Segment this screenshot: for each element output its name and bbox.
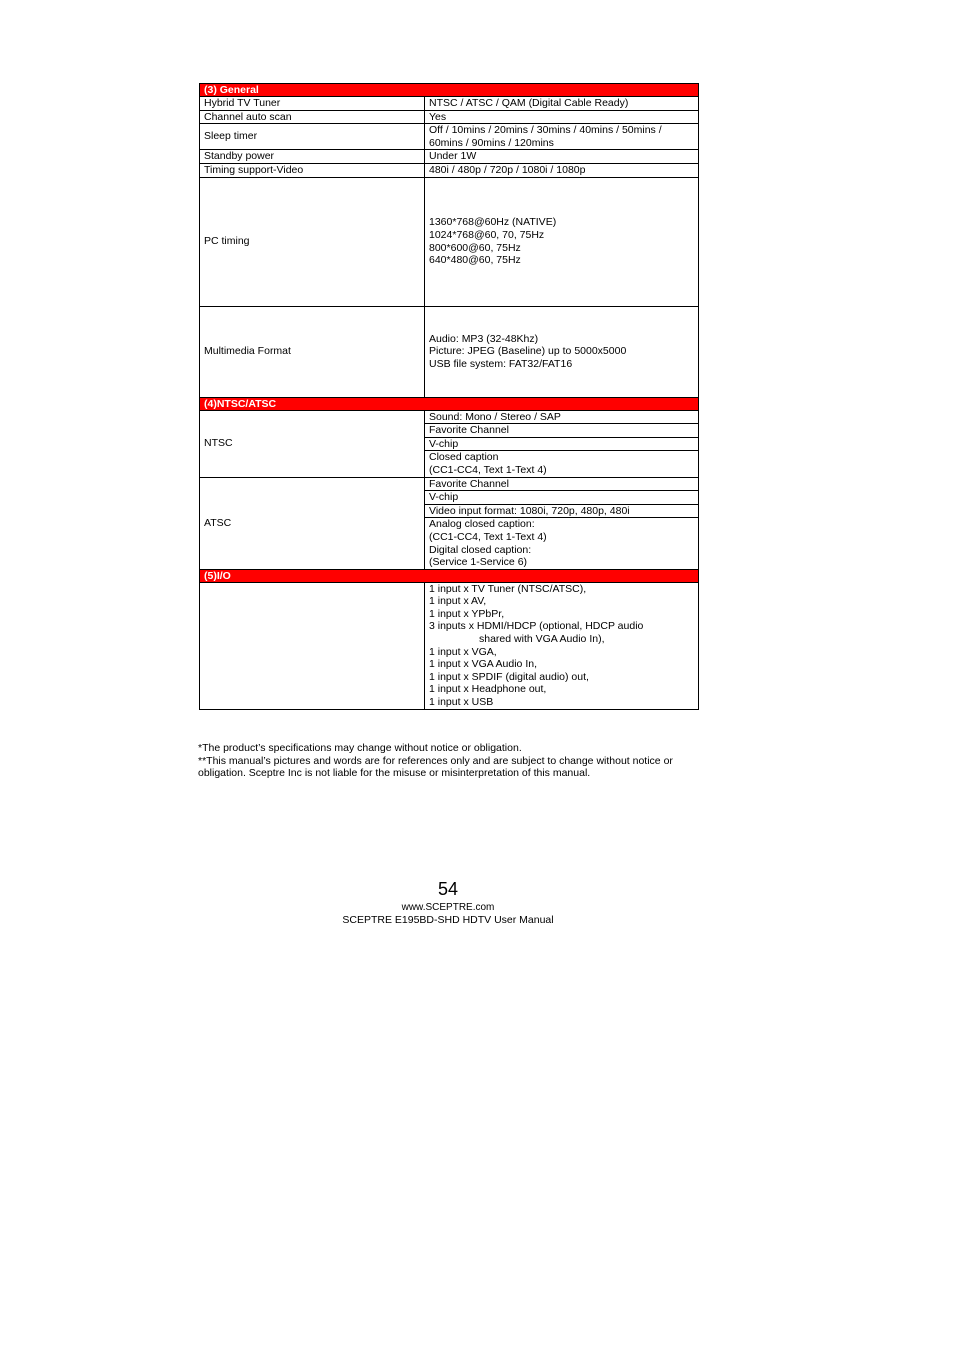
- value-line: 1 input x USB: [429, 696, 494, 709]
- spec-value: 480i / 480p / 720p / 1080i / 1080p: [425, 163, 699, 177]
- value-line: 60mins / 90mins / 120mins: [429, 136, 554, 149]
- section-header-ntsc-atsc: (4)NTSC/ATSC: [200, 397, 699, 410]
- value-line: (CC1-CC4, Text 1-Text 4): [429, 463, 547, 476]
- spec-value: NTSC / ATSC / QAM (Digital Cable Ready): [425, 97, 699, 111]
- spec-row-atsc-favorite: [200, 477, 699, 491]
- note-line-2: **This manual’s pictures and words are for references only and are subject to change without notice or obligation. Sceptre Inc is not liable for the misuse or misinterpretation of this manual.: [198, 754, 673, 780]
- value-line: 1 input x YPbPr,: [429, 607, 505, 620]
- spec-row-ntsc-sound: [200, 410, 699, 424]
- spec-value: Video input format: 1080i, 720p, 480p, 480i: [425, 504, 699, 518]
- value-line: Closed caption: [429, 451, 499, 464]
- value-line: 3 inputs x HDMI/HDCP (optional, HDCP audio: [429, 620, 644, 633]
- spec-row-hybrid-tv-tuner: [200, 97, 699, 111]
- value-line: 1 input x VGA,: [429, 645, 497, 658]
- spec-label: Standby power: [200, 150, 425, 164]
- spec-value: [425, 518, 699, 569]
- value-line: Digital closed caption:: [429, 543, 532, 556]
- value-line: 1 input x Headphone out,: [429, 683, 547, 696]
- spec-row-channel-auto-scan: [200, 110, 699, 124]
- note-line-1: *The product’s specifications may change without notice or obligation.: [198, 742, 522, 754]
- value-line: Off / 10mins / 20mins / 30mins / 40mins / 50mins /: [429, 124, 662, 137]
- value-line: 1 input x TV Tuner (NTSC/ATSC),: [429, 582, 587, 595]
- spec-value: Under 1W: [425, 150, 699, 164]
- spec-value: [425, 306, 699, 397]
- spec-value: [425, 582, 699, 709]
- spec-value: V-chip: [425, 491, 699, 505]
- spec-label: Multimedia Format: [200, 306, 425, 397]
- spec-label-empty: [200, 582, 425, 709]
- section-header-io: (5)I/O: [200, 569, 699, 582]
- value-line: (CC1-CC4, Text 1-Text 4): [429, 530, 547, 543]
- page-number: 54: [437, 879, 459, 899]
- value-line: 1 input x AV,: [429, 595, 487, 608]
- value-line: Picture: JPEG (Baseline) up to 5000x5000: [429, 345, 627, 358]
- spec-value: V-chip: [425, 437, 699, 451]
- spec-label-atsc: ATSC: [200, 477, 425, 569]
- value-line: USB file system: FAT32/FAT16: [429, 357, 573, 370]
- spec-label: Hybrid TV Tuner: [200, 97, 425, 111]
- value-line: 640*480@60, 75Hz: [429, 254, 521, 267]
- spec-value: [425, 451, 699, 477]
- spec-value: Yes: [425, 110, 699, 124]
- spec-value: Favorite Channel: [425, 477, 699, 491]
- spec-label: Channel auto scan: [200, 110, 425, 124]
- spec-label-ntsc: NTSC: [200, 410, 425, 477]
- page-footer: [0, 878, 896, 927]
- disclaimer-notes: [198, 742, 708, 780]
- spec-value: [425, 177, 699, 306]
- value-line: Audio: MP3 (32-48Khz): [429, 332, 539, 345]
- value-line: 1 input x VGA Audio In,: [429, 658, 537, 671]
- value-line: Analog closed caption:: [429, 518, 535, 531]
- spec-label: PC timing: [200, 177, 425, 306]
- value-line: 800*600@60, 75Hz: [429, 241, 521, 254]
- spec-row-standby-power: [200, 150, 699, 164]
- spec-row-io-ports: [200, 582, 699, 709]
- section-header-general: (3) General: [200, 84, 699, 97]
- spec-row-timing-support-video: [200, 163, 699, 177]
- specifications-table: [199, 83, 699, 710]
- manual-title: SCEPTRE E195BD-SHD HDTV User Manual: [342, 914, 554, 926]
- website-url: www.SCEPTRE.com: [401, 902, 495, 913]
- spec-row-sleep-timer: [200, 124, 699, 150]
- spec-value: [425, 124, 699, 150]
- value-line: 1360*768@60Hz (NATIVE): [429, 216, 557, 229]
- value-line: 1024*768@60, 70, 75Hz: [429, 228, 545, 241]
- spec-row-pc-timing: [200, 177, 699, 306]
- spec-value: Favorite Channel: [425, 424, 699, 438]
- spec-row-multimedia-format: [200, 306, 699, 397]
- value-line: (Service 1-Service 6): [429, 556, 528, 569]
- value-line: shared with VGA Audio In),: [479, 633, 605, 646]
- spec-value: Sound: Mono / Stereo / SAP: [425, 410, 699, 424]
- spec-label: Sleep timer: [200, 124, 425, 150]
- spec-label: Timing support-Video: [200, 163, 425, 177]
- value-line: 1 input x SPDIF (digital audio) out,: [429, 670, 589, 683]
